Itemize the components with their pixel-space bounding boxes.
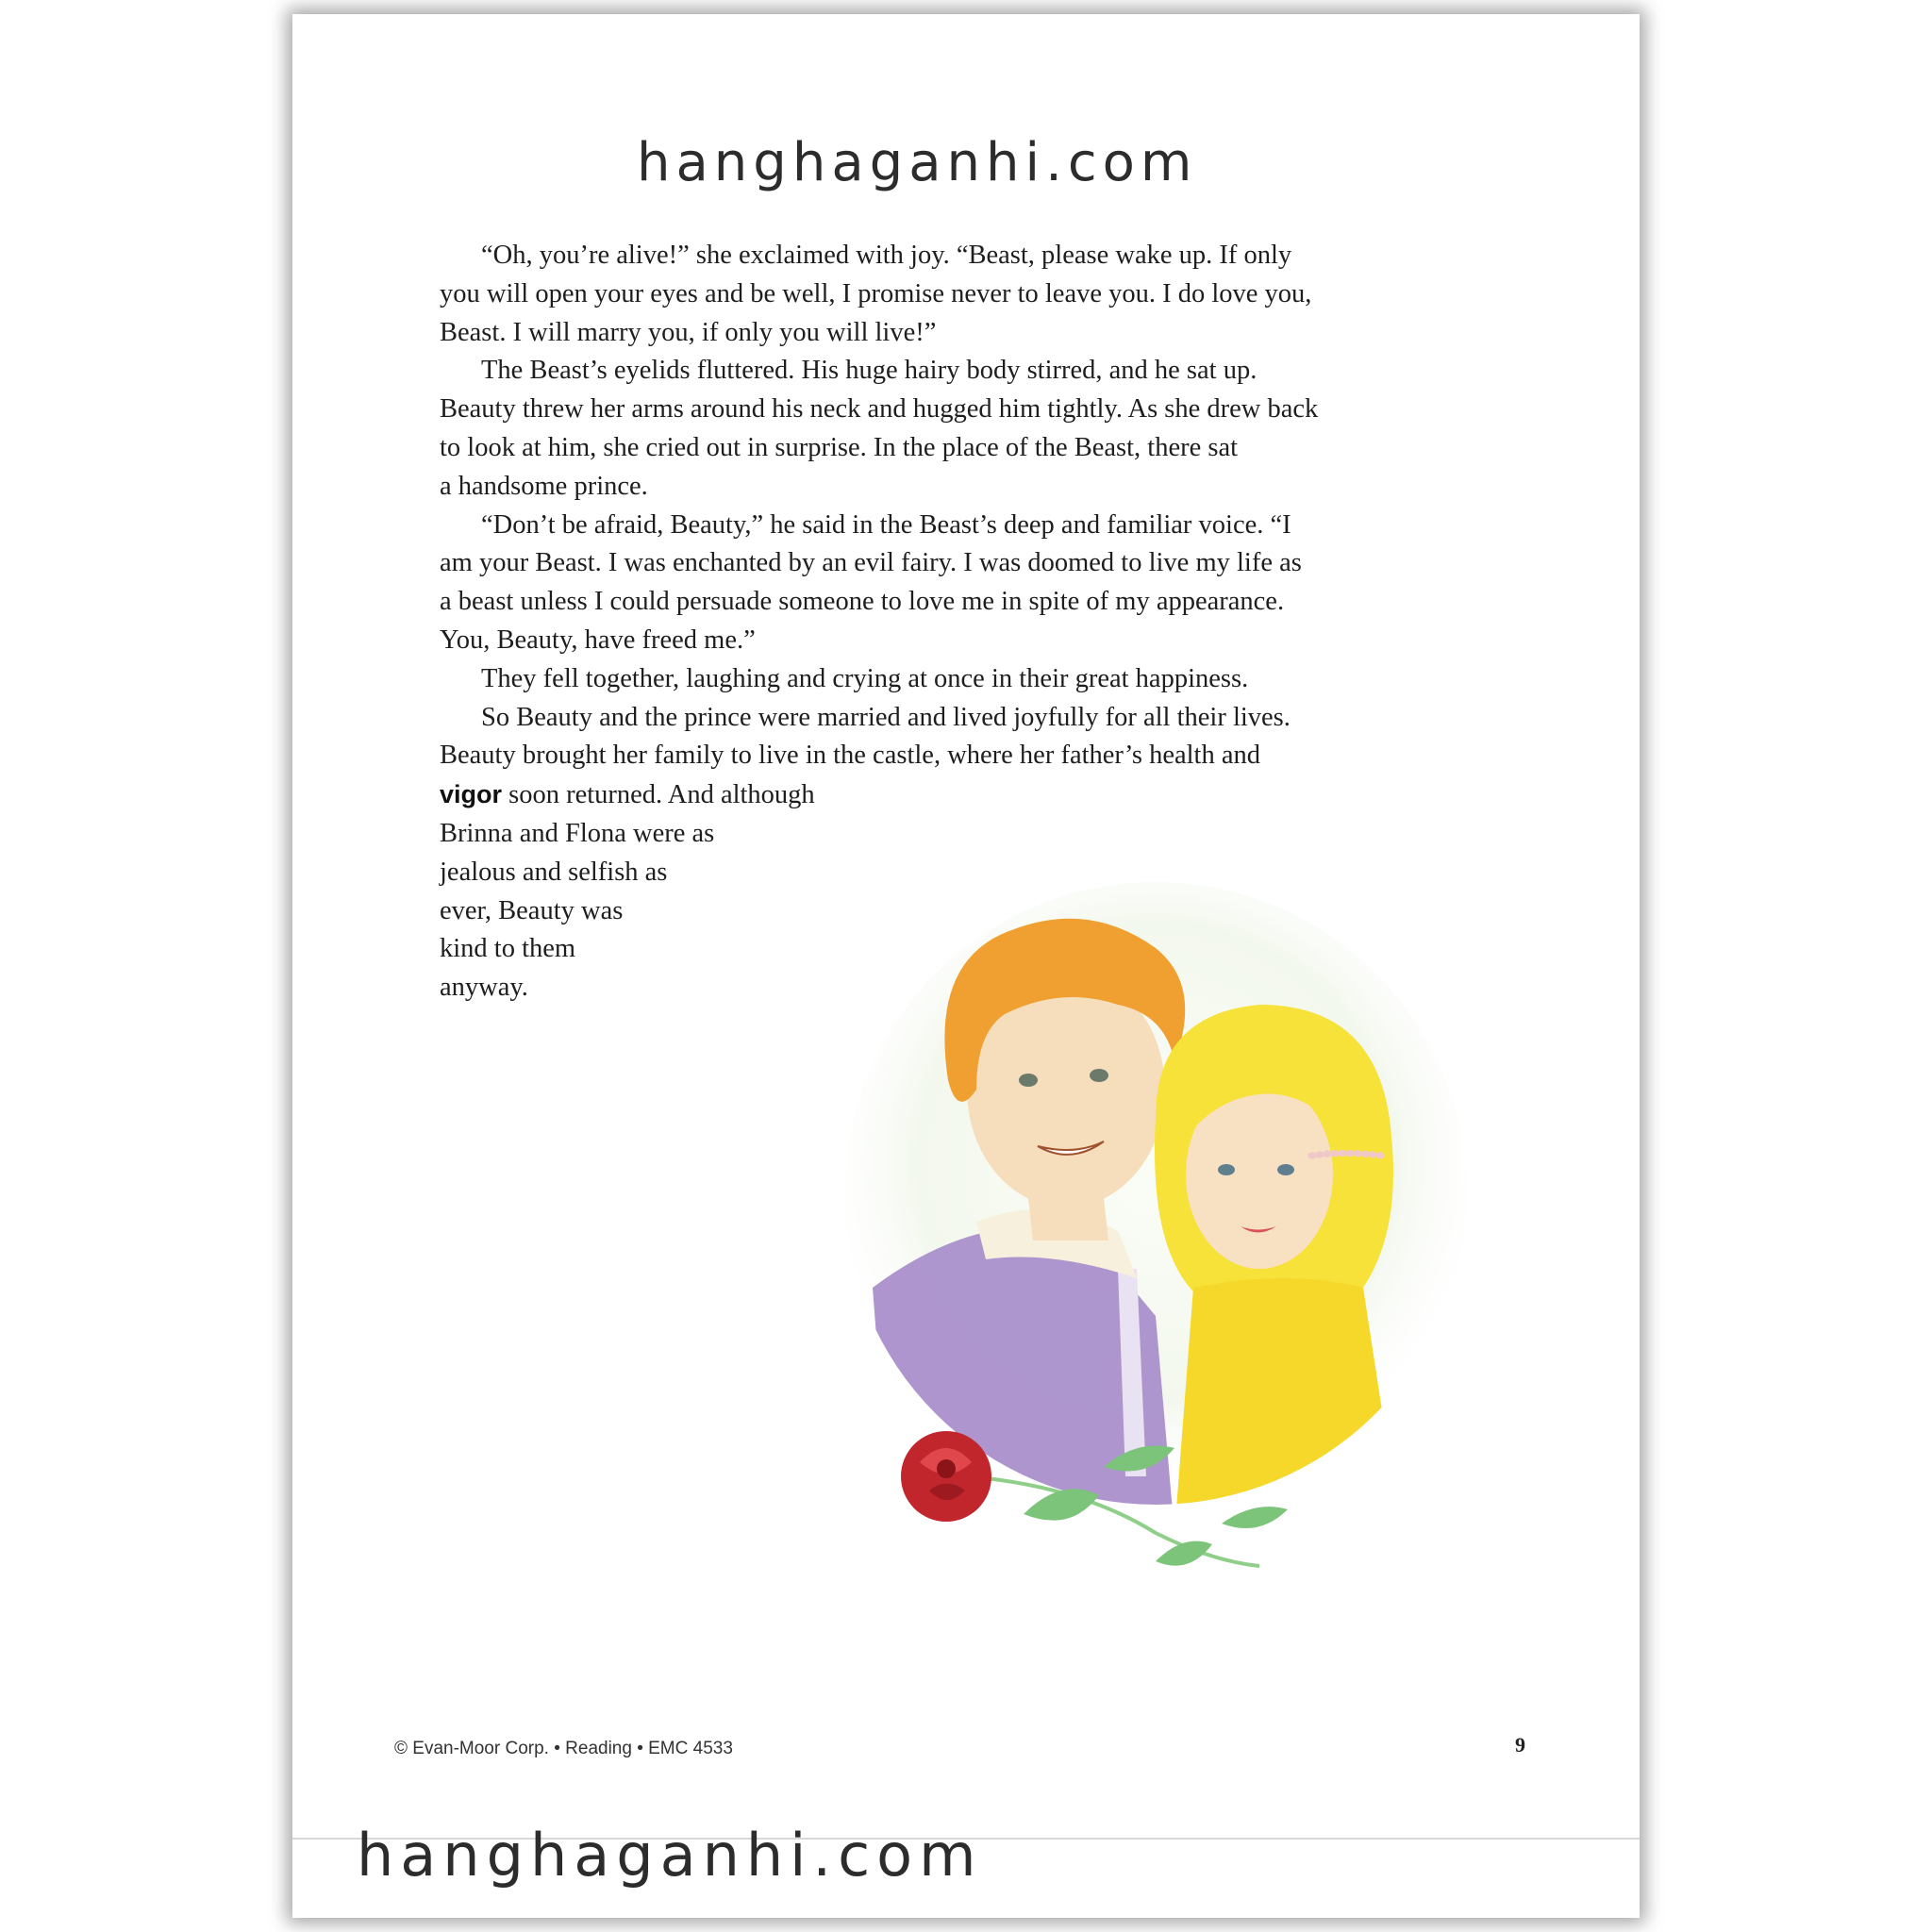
prince-and-beauty-illustration	[835, 873, 1476, 1608]
watermark-bottom: hanghaganhi.com	[357, 1821, 983, 1890]
beauty-dress	[1174, 1278, 1401, 1533]
text-line: am your Beast. I was enchanted by an evil fairy. I was doomed to live my life as	[440, 548, 1302, 578]
text-line: Beast. I will marry you, if only you will live!”	[440, 317, 937, 347]
story-paragraph	[440, 352, 1468, 506]
book-page	[292, 14, 1640, 1918]
text-line: jealous and selfish as	[440, 857, 668, 887]
text-line	[440, 775, 1468, 815]
beauty-eye	[1218, 1164, 1235, 1175]
text-line: “Don’t be afraid, Beauty,” he said in the Beast’s deep and familiar voice. “I	[481, 509, 1291, 540]
rose-icon	[901, 1431, 991, 1522]
prince-eye	[1090, 1069, 1108, 1082]
text-line: The Beast’s eyelids fluttered. His huge hairy body stirred, and he sat up.	[481, 356, 1257, 386]
rose-leaf	[1024, 1489, 1099, 1520]
text-line: anyway.	[440, 973, 528, 1003]
rose-leaf	[1222, 1507, 1288, 1528]
vocabulary-word: vigor	[440, 780, 503, 809]
text-line: a handsome prince.	[440, 471, 648, 501]
story-paragraph	[440, 237, 1468, 352]
text-line: You, Beauty, have freed me.”	[440, 625, 756, 655]
prince-eye	[1019, 1074, 1038, 1087]
text-line: ever, Beauty was	[440, 895, 624, 925]
text-line: a beast unless I could persuade someone to love me in spite of my appearance.	[440, 587, 1285, 617]
text-line: Brinna and Flona were as	[440, 818, 715, 848]
text-line: Beauty threw her arms around his neck and hugged him tightly. As she drew back	[440, 394, 1319, 425]
text-line: to look at him, she cried out in surprise. In the place of the Beast, there sat	[440, 432, 1239, 462]
text-line: “Oh, you’re alive!” she exclaimed with joy. “Beast, please wake up. If only	[481, 241, 1292, 270]
text-line: kind to them	[440, 934, 576, 964]
story-illustration	[835, 873, 1476, 1608]
watermark-top: hanghaganhi.com	[637, 132, 1198, 193]
text-line: So Beauty and the prince were married and lived joyfully for all their lives.	[481, 702, 1291, 732]
page-number: 9	[1515, 1733, 1525, 1757]
pearl-headband	[1311, 1154, 1382, 1157]
beauty-eye	[1277, 1164, 1294, 1175]
text-line: you will open your eyes and be well, I promise never to leave you. I do love you,	[440, 278, 1312, 308]
copyright-credit: © Evan-Moor Corp. • Reading • EMC 4533	[394, 1739, 733, 1758]
text-line: Beauty brought her family to live in the castle, where her father’s health and	[440, 741, 1261, 771]
text-segment: soon returned. And although	[502, 780, 815, 810]
story-paragraph	[440, 660, 1468, 699]
text-line: They fell together, laughing and crying at once in their great happiness.	[481, 663, 1249, 693]
story-paragraph	[440, 507, 1468, 660]
rose-leaf	[1156, 1541, 1212, 1566]
